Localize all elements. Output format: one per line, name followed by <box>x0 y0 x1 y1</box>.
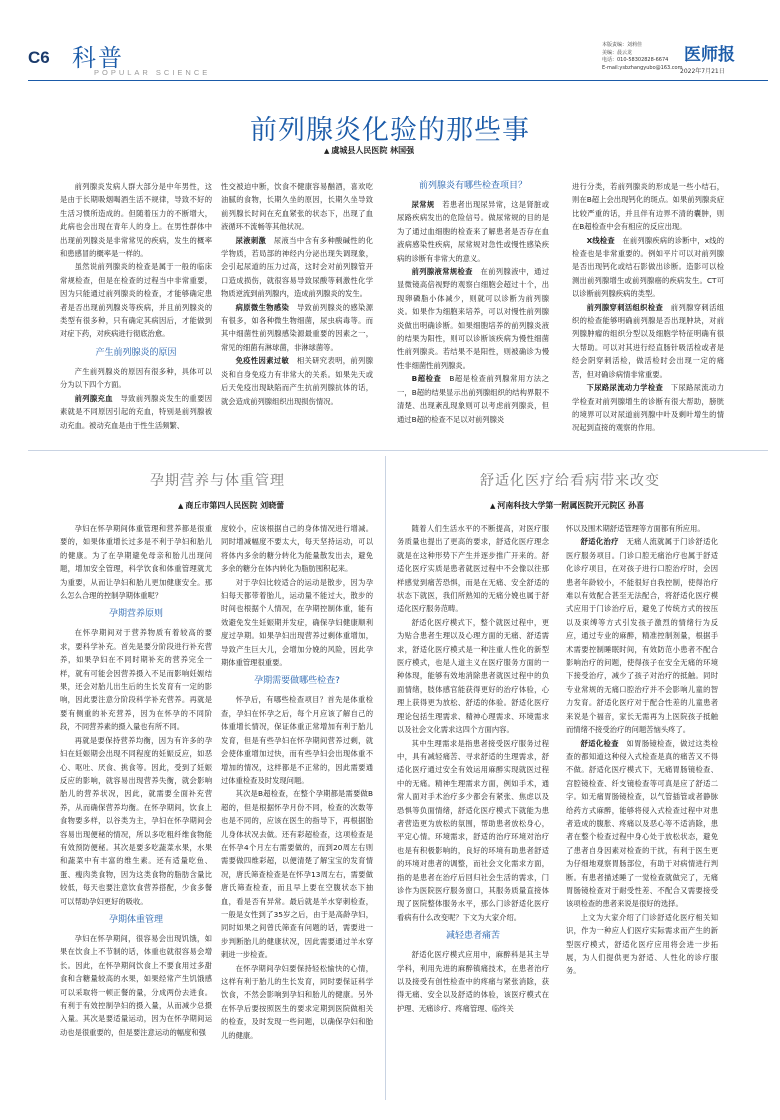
section-title: 科普 <box>72 44 124 72</box>
paragraph-lead: 尿液刺激 <box>235 235 267 245</box>
article1-column-4 <box>572 180 724 442</box>
paragraph: 对于孕妇比较适合的运动是散步，因为孕妇每天都带着胎儿，运动量不能过大，散步的时间也根据个人情况，在孕期控制体重，能有效避免发生妊娠期并发症，确保孕妇健康顺利度过孕期。如果孕妇出现营养过剩体重增加，导致产生巨大儿，会增加分娩的风险，因此孕期体重管理很重要。 <box>221 577 373 668</box>
paragraph-lead: 免疫性因素过敏 <box>235 356 290 366</box>
paragraph-lead: 尿常规 <box>411 200 435 209</box>
paragraph <box>572 381 724 435</box>
paragraph: 随着人们生活水平的不断提高，对医疗服务质量也提出了更高的要求，舒适化医疗理念就是在这种形势下产生并逐步推广开来的。舒适化医疗实质是患者就医过程中不会像以往那样感觉到痛苦恐惧，而是在无痛、安全舒适的状态下就医，我们所熟知的无痛分娩也属于舒适化医疗服务范畴。 <box>397 524 549 614</box>
paragraph: 舒适化医疗模式应用中，麻醉科是其主导学科，利用先进的麻醉镇痛技术，在患者治疗以及接受有创性检查中的疼痛与紧张消除，获得无痛、安全以及舒适的体验，该医疗模式在护理、无痛诊疗、疼痛管理、临终关 <box>397 950 549 1013</box>
paragraph <box>221 354 373 408</box>
paragraph <box>60 392 212 432</box>
paragraph: 其中生理需求是指患者接受医疗服务过程中，具有减轻痛苦、寻求舒适的生理需求，舒适化医疗通过安全有效运用麻醉实现就医过程中的无痛。精神生理需求方面，例如手术，通常人面对手术治疗多少都会有紧张、焦虑以及恐惧等负面情绪，舒适化医疗模式下就能为患者营造更为放松的氛围，帮助患者放松身心，平定心情。环境需求，舒适的治疗环境对治疗也是有积极影响的，良好的环境有助患者舒适的环境对患者的调整，而社会文化需求方面，指的是患者在治疗后回归社会生活的需求，门诊作为医院医疗服务窗口，其服务质量直接体现了医院整体服务水平，那么门诊舒适化医疗看病有什么改变呢？下文为大家介绍。 <box>397 738 549 922</box>
paragraph-text: 如胃肠镜检查，做过这类检查的都知道这种侵入式检查是真的痛苦又不得不做。舒适化医疗模式下，无痛胃肠镜检查、宫腔镜检查、纤支镜检查等可真是应了舒适二字。如无痛胃肠镜检查，以气管插管或者静脉给药方式麻醉，能够将侵入式检查过程中对患者造成的腹胀、疼痛以及恶心等不适消除，患者在整个检查过程中身心处于放松状态，避免了患者自身因素对检查的干扰，有利于医生更为仔细地观察胃肠部位，有助于对病情进行判断。有患者描述睡了一觉检查就做完了，无痛胃肠镜检查对于耐受性差、不配合又需要接受该项检查的患者来说是很好的选择。 <box>566 738 718 909</box>
paragraph: 其次是B超检查，在整个孕期都是需要做B超的，但是根据怀孕月份不同，检查的次数等也是不同的，应该在医生的指导下，再根据胎儿身体状况去做。还有彩超检查，这项检查是在怀孕4个月左右需要做的，而到20周左右则需要做四维彩超，以便清楚了解宝宝的发育情况，唐氏筛查检查是在怀孕13周左右，需要做唐氏筛查检查，而且早上要在空腹状态下抽血，看是否有异常。最后就是羊水穿刺检查，一般是女性到了35岁之后，由于是高龄孕妇，同时如果之间曾氏筛查有问题的话，需要进一步判断胎儿的健康状况，因此需要通过羊水穿刺进一步检查。 <box>221 789 373 960</box>
paragraph: 再就是要保持营养均衡，因为有许多的孕妇在妊娠期会出现不同程度的妊娠反应，如恶心、呕吐、厌食、挑食等。因此，受到了妊娠反应的影响，就容易出现营养失衡，就会影响胎儿的营养状况，因此，就需要全面补充营养，从而确保营养均衡。在怀孕期间，饮食上食物要多样，以谷类为主，孕妇在怀孕期间会容易出现便秘的情况，所以多吃粗纤维食物能有效预防便秘。其次是要多吃蔬菜水果，水果和蔬菜中有丰富的维生素。还有适量吃鱼、蛋、瘦肉类食物，因为这类食物的脂肪含量比较低，每天也要注意饮食营养搭配，少食多餐可以帮助孕妇更好的吸收。 <box>60 735 212 906</box>
paragraph <box>397 372 549 426</box>
paragraph <box>397 265 549 372</box>
byline-text: 河南科技大学第一附属医院开元院区 孙喜 <box>497 501 645 510</box>
issue-date: 2022年7月21日 <box>680 68 725 75</box>
paragraph-lead: 病原微生物感染 <box>235 302 290 312</box>
paragraph: 怀孕后，有哪些检查项目？首先是体重检查，孕妇在怀孕之后，每个月应该了解自己的体重增长情况，保证体重正常增加有利于胎儿发育，但是有些孕妇在怀孕期间营养过剩，就会使体重增加过快，而有些孕妇会出现体重不增加的情况，这样都是不正常的，因此需要通过体重检查及时发现问题。 <box>221 695 373 785</box>
section-subtitle: POPULAR SCIENCE <box>94 68 211 77</box>
article3-title: 舒适化医疗给看病带来改变 <box>480 473 660 489</box>
paragraph-lead: B超检查 <box>411 374 442 384</box>
paragraph-text: 在前列腺液中，通过显微镜高倍视野的观察白细胞会超过十个，出现卵磷脂小体减少，则就可以诊断为前列腺炎。如果作为细胞来培养，可以对慢性前列腺炎做出明确诊断。如果细胞培养的前列腺炎液的结果为阳性，则可以诊断该疾病为慢性细菌性前列腺炎。若结果不是阳性，则被确诊为慢性非细菌性前列腺炎。 <box>397 267 549 370</box>
article2-title: 孕期营养与体重管理 <box>150 473 285 489</box>
paragraph: 孕妇在怀孕期间体重管理和营养都是很重要的，如果体重增长过多是不利于孕妇和胎儿的健康。为了在孕期避免母亲和胎儿出现问题，增加安全管理，科学饮食和体重管理就尤为重要，从而让孕妇和胎儿更加健康安全。那么怎么合理的控制孕期体重呢？ <box>60 524 212 601</box>
subheading: 产生前列腺炎的原因 <box>95 347 177 358</box>
paragraph-lead: 舒适化检查 <box>580 738 619 748</box>
subheading: 前列腺炎有哪些检查项目？ <box>418 181 527 191</box>
article1-byline <box>324 145 414 156</box>
paragraph <box>566 737 718 911</box>
paragraph: 产生前列腺炎的原因有很多种，具体可以分为以下四个方面。 <box>60 366 212 390</box>
paragraph-lead: 舒适化治疗 <box>580 537 619 547</box>
article3-byline <box>490 500 644 511</box>
paragraph: 性交被迫中断，饮食不健康容易酗酒，喜欢吃油腻的食物，长期久坐的原因，长期久坐导致前列腺长时间在充血紧张的状态下，出现了血液循环不流畅等其他状况。 <box>221 182 373 232</box>
subheading: 孕期营养原则 <box>108 609 163 620</box>
page-number: C6 <box>28 48 50 67</box>
subheading: 孕期需要做哪些检查? <box>254 676 340 687</box>
paragraph-lead: 前列腺穿刺活组织检查 <box>586 302 664 312</box>
paragraph: 舒适化医疗模式下，整个就医过程中，更为贴合患者生理以及心理方面的无痛、舒适需求，舒适化医疗模式是一种注重人性化的新型医疗模式，也是人道主义在医疗服务方面的一种体现，能够有效地消除患者就医过程中的负面情绪，肢体感官能获得更好的治疗体验，心理上获得更为放松、舒适的体验。舒适化医疗理论包括生理需求、精神心理需求、环境需求以及社会文化需求这四个方面内容。 <box>397 617 549 735</box>
paragraph-text: 尿液当中含有多种酸碱性的化学物质，若局部的神经内分泌出现失调现象，会引起尿道的压力过高，这时会对前列腺管开口造成损伤，就很容易导致尿酸等刺激性化学物质逆流到前列腺内，造成前列腺炎的发生。 <box>221 235 373 299</box>
triangle-icon: ▲ <box>490 502 496 510</box>
paragraph-text: 下尿路尿流动力学检查对前列腺增生的诊断有很大帮助，膀胱的境界可以对尿道前列腺中叶及剩叶增生的情况起到直接的观察的作用。 <box>572 383 724 433</box>
paragraph: 前列腺炎发病人群大部分是中年男性，这是由于长期吸烟喝酒生活不规律，导致不好的生活习惯所造成的。但随着压力的不断增大，此病也会出现在青年人的身上。在男性群体中出现前列腺炎是非常常见的疾病，发生的概率和患感冒的概率是一样的。 <box>60 182 212 259</box>
paragraph <box>397 198 549 265</box>
article2-column-1 <box>60 522 212 1100</box>
paragraph-text: 若患者出现尿异常，这是肾脏或尿路疾病发出的危险信号。做尿常规的目的是为了通过血细胞的检查来了解患者是否存在血液病感染性疾病，尿常规对急性或慢性感染疾病的诊断有非常大的意义。 <box>397 200 549 263</box>
email-line: E-mail:ysbzhangyubo@163.com <box>602 64 683 71</box>
paragraph-text: B超是检查前列腺常用方法之一，B超的结果显示出前列腺组织的结构界限不清楚、出现紊乱现象则可以考虑前列腺炎，但通过B超的检查不足以对前列腺炎 <box>397 374 549 424</box>
subheading: 孕期体重管理 <box>108 914 163 925</box>
editor-line: 本版责编：刘莉佳 <box>602 42 643 48</box>
paragraph-text: 导致前列腺炎发生的重要因素就是不同原因引起的充血，特别是前列腺被动充血。被动充血是由于性生活频繁、 <box>60 393 212 430</box>
article2-column-2 <box>221 522 373 1100</box>
paragraph: 在怀孕期间孕妇要保持轻松愉快的心情，这样有利于胎儿的生长发育，同时要保证科学饮食，不然会影响到孕妇和胎儿的健康。另外在怀孕后要按照医生的要求定期到医院做相关的检查，及时发现一些问题，以确保孕妇和胎儿的健康。 <box>221 963 373 1040</box>
paragraph: 进行分类，若前列腺炎的形成是一些小结石，则在B超上会出现钙化的斑点。如果前列腺炎症比较严重的话，并且伴有边界不清的囊肿，则在B超检查中会有相应的反应出现。 <box>572 182 724 232</box>
paragraph <box>572 234 724 301</box>
article1-column-2 <box>221 180 373 442</box>
paragraph: 虽然说前列腺炎的检查是属于一般的临床常规检查，但是在检查的过程当中非常重要，因为只能通过前列腺炎的检查，才能够确定患者是否出现前列腺炎等疾病，并且前列腺炎的类型有很多种，只有确定其病因后，才能做到对症下药，对疾病进行彻底治愈。 <box>60 262 212 339</box>
newspaper-logo: 医师报 <box>684 45 735 65</box>
paragraph: 在怀孕期间对于营养物质有着较高的要求，要科学补充。首先是要分阶段进行补充营养，如果孕妇在不同时期补充的营养完全一样，就有可能会因营养摄入不足而影响妊娠结果，还会对胎儿出生后的生长发育有一定的影响，因此要注意分阶段科学补充营养。再就是要有侧重的补充营养，因为在怀孕的不同阶段，不同营养素的摄入量也有所不同。 <box>60 628 212 732</box>
article3-column-1 <box>397 522 549 1100</box>
paragraph-text: 导致前列腺炎的感染源有很多，如各种微生物细菌，尿虫病毒等。而其中细菌性前列腺感染源最重要的因素之一，常见的细菌有淋球菌，非淋球菌等。 <box>221 302 373 352</box>
paragraph-text: 无痛人流就属于门诊舒适化医疗服务项目。门诊口腔无痛治疗也属于舒适化诊疗项目，在对孩子进行口腔治疗时，会因患者年龄较小，不能很好自我控制，使得治疗难以有效配合甚至无法配合，将舒适化医疗模式应用于门诊治疗后，避免了传统方式的按压以及束缚等方式引发孩子激烈的情绪行为反应，通过专业的麻醉，精准控制剂量，根据手术需要控制睡眠时间，有效防范小患者不配合影响治疗的问题，使得孩子在安全无痛的环境下接受治疗，减少了孩子对治疗的抵触。同时专业常规的无痛口腔治疗并不会影响儿童的智力发育。舒适化医疗对于配合性差的儿童患者来说是个福音，家长无需再为上医院孩子抵触而情绪不接受治疗的问题苦恼头疼了。 <box>566 537 718 735</box>
phone-line: 电话：010-58302828-6674 <box>602 57 669 63</box>
paragraph: 怀以及围术期舒适管理等方面都有所应用。 <box>566 524 705 533</box>
masthead <box>28 36 768 76</box>
triangle-icon: ▲ <box>178 502 184 510</box>
paragraph-lead: X线检查 <box>586 235 615 245</box>
paragraph: 上文为大家介绍了门诊舒适化医疗相关知识，作为一种应人们医疗实际需求而产生的新型医疗模式，舒适化医疗应用将会进一步拓展，为人们提供更为舒适、人性化的诊疗服务。 <box>566 912 718 976</box>
column-divider <box>385 456 386 1100</box>
article2-byline <box>178 500 284 511</box>
byline-text: 商丘市第四人民医院 刘晓蕾 <box>185 501 285 510</box>
paragraph-lead: 前列腺充血 <box>74 393 113 403</box>
masthead-rule <box>28 80 768 81</box>
article1-title: 前列腺炎化验的那些事 <box>250 115 530 146</box>
paragraph <box>572 301 724 381</box>
paragraph-text: 在前列腺疾病的诊断中，x线的检查也是非常重要的。例如平片可以对前列腺是否出现钙化或结石影做出诊断。造影可以检测出前列腺增生或前列腺癌的疾病发生。CT可以诊断前列腺疾病的类型。 <box>572 235 724 299</box>
section-divider <box>28 450 768 451</box>
article1-column-3 <box>397 174 549 442</box>
paragraph <box>566 535 718 736</box>
paragraph <box>221 234 373 301</box>
triangle-icon: ▲ <box>324 147 330 155</box>
byline-text: 虞城县人民医院 林国强 <box>331 146 415 155</box>
paragraph <box>221 301 373 355</box>
paragraph-lead: 下尿路尿流动力学检查 <box>586 383 664 393</box>
article3-column-2 <box>566 522 718 1100</box>
article1-column-1 <box>60 180 212 442</box>
paragraph: 度较小，应该根据自己的身体情况进行增减。同时增减幅度不要太大，每天坚持运动，可以将体内多余的糖分转化为能量散发出去，避免多余的糖分在体内转化为脂肪囤积起来。 <box>221 524 373 574</box>
paragraph: 孕妇在怀孕期间，很容易会出现饥饿，如果在饮食上不节制的话，体重也就很容易会增长。因此，在怀孕期间饮食上不要食用过多甜食和含糖量较高的水果，如果经常产生饥饿感可以采取将一顿正餐的量，分成两份去进食。有利于有效控制孕妇的摄入量，从而减少总摄入量。其次是要适量运动，因为在怀孕期间运动也是很重要的，但是要注意运动的幅度和强 <box>60 933 212 1037</box>
paragraph-lead: 前列腺液常规检查 <box>411 267 473 277</box>
paragraph-text: 前列腺穿刺活组织的检查能够明确前列腺是否出现肿块，对前列腺肿瘤的组织分型以及细胞学特征明确有很大帮助。可以对其进行经直肠针吸活检或者是经会阴穿刺活检，做活检时会出现一定的痛苦，但对确诊病情非常重要。 <box>572 302 724 379</box>
designer-line: 美编：晨云龙 <box>602 49 633 56</box>
subheading: 减轻患者痛苦 <box>445 931 500 942</box>
paragraph-text: 相关研究表明，前列腺炎和自身免疫力有非常大的关系。如果先天或后天免疫出现缺陷而产生抗前列腺抗体的话，就会造成前列腺组织出现损伤情况。 <box>221 356 373 406</box>
